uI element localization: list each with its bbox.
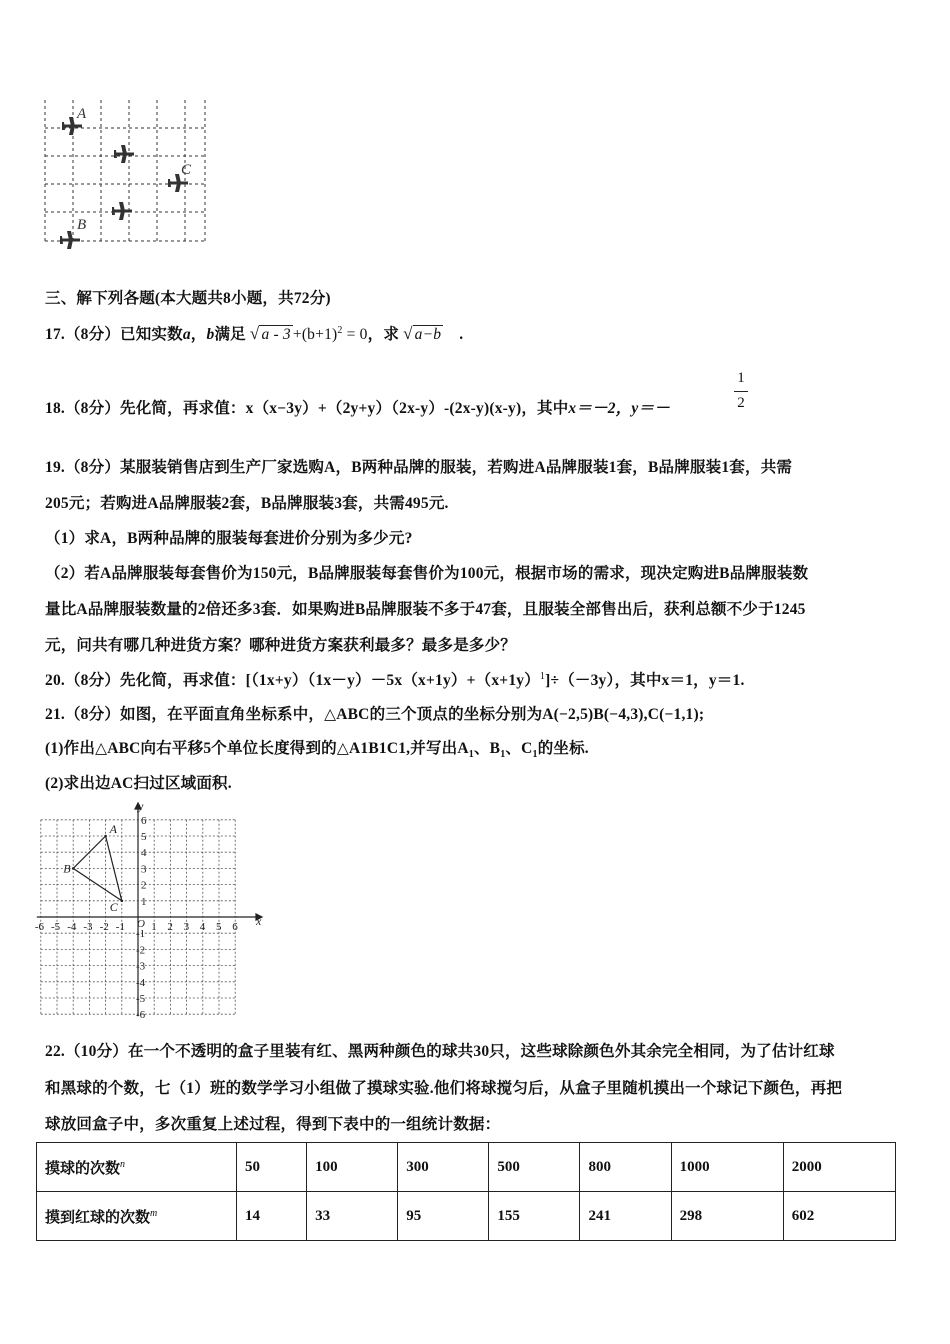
- x-axis-label: x: [256, 914, 262, 928]
- table-row-draws: [37, 1143, 896, 1192]
- table-cell: 95: [398, 1192, 489, 1241]
- q21-part1-a: (1)作出△ABC向右平移5个单位长度得到的△A1B1C1,并写出A: [45, 740, 469, 757]
- y-tick-label: -2: [136, 944, 146, 957]
- table-row-red: [37, 1192, 896, 1241]
- q17-comma: ，: [190, 326, 207, 343]
- q21-sub-a: 1: [468, 749, 474, 761]
- label-c: C: [181, 162, 192, 178]
- airplane-icon-b: [60, 231, 80, 249]
- x-tick-label: 2: [167, 921, 173, 933]
- table-cell: 155: [489, 1192, 580, 1241]
- q20-text: 20.（8分）先化简，再求值：[（1x+y）（1x－y）－5x（x+1y）+（x+1y）: [45, 672, 540, 689]
- q21-part1-end: 的坐标.: [537, 740, 589, 757]
- table-cell: 14: [237, 1192, 307, 1241]
- y-tick-label: 6: [141, 814, 147, 827]
- x-tick-label: -4: [67, 921, 77, 933]
- x-tick-label: -5: [51, 921, 61, 933]
- airplane-grid-figure: [40, 98, 212, 254]
- y-tick-label: 3: [141, 863, 147, 876]
- question-21-part-1: [45, 736, 589, 760]
- q18-frac-numerator: 1: [737, 370, 745, 386]
- q17-ask: ，求: [367, 326, 400, 343]
- question-17: 17.（8分）已知实数a，b满足 √ $a - 3 +(b+1)^2 = 0$，求 √ a−b .: [45, 324, 464, 343]
- y-tick-label: 4: [141, 847, 147, 860]
- table-cell: 300: [398, 1143, 489, 1192]
- q20-exponent: 1: [539, 670, 546, 682]
- x-tick-label: -2: [99, 921, 109, 933]
- y-axis-label: y: [138, 799, 144, 813]
- point-label-b: B: [63, 861, 71, 876]
- point-label-a: A: [109, 822, 117, 836]
- question-21-part-2: (2)求出边AC扫过区域面积.: [45, 775, 232, 792]
- question-19-line-2: 205元；若购进A品牌服装2套，B品牌服装3套，共需495元.: [45, 495, 449, 512]
- question-20: [45, 668, 745, 690]
- row-label-draws: 摸球的次数$^n$: [37, 1143, 237, 1192]
- q17-prefix: 17.（8分）已知实数: [45, 326, 183, 343]
- airplane-icon-1: [114, 145, 134, 163]
- table-cell: 602: [783, 1192, 895, 1241]
- section-title: 三、解下列各题(本大题共8小题，共72分): [45, 290, 331, 307]
- question-22-line-2: 和黑球的个数，七（1）班的数学学习小组做了摸球实验.他们将球搅匀后，从盒子里随机摸出一个球记下颜色，再把: [45, 1080, 843, 1097]
- point-a: [104, 835, 107, 838]
- x-tick-label: 5: [216, 921, 222, 933]
- table-cell: 1000: [671, 1143, 783, 1192]
- y-tick-label: 1: [141, 895, 147, 908]
- y-tick-label: 5: [141, 831, 147, 843]
- q18-text: 18.（8分）先化简，再求值：x（x−3y）+（2y+y）（2x-y）-(2x-y)(x-y)，其中: [45, 400, 569, 417]
- q20-text-2: ]÷（－3y），其中x＝1，y＝1.: [545, 672, 745, 689]
- row-label-red: 摸到红球的次数$^m$: [37, 1192, 237, 1241]
- question-19-part-2-line-1: （2）若A品牌服装每套售价为150元，B品牌服装每套售价为100元，根据市场的需求，现决定购进B品牌服装数: [45, 565, 809, 582]
- y-tick-label: -1: [136, 928, 146, 941]
- q21-part1-c: 、C: [505, 740, 533, 757]
- q18-fraction-bar: [734, 391, 748, 392]
- point-label-c: C: [109, 899, 118, 914]
- y-tick-label: -5: [136, 993, 146, 1005]
- point-b: [72, 867, 75, 870]
- question-19-part-1: （1）求A，B两种品牌的服装每套进价分别为多少元?: [45, 530, 413, 547]
- question-19-part-2-line-2: 量比A品牌服装数量的2倍还多3套．如果购进B品牌服装不多于47套，且服装全部售出后，获利总额不少于1245: [45, 601, 806, 618]
- table-cell: 100: [307, 1143, 398, 1192]
- table-cell: 50: [237, 1143, 307, 1192]
- x-tick-label: 4: [199, 921, 206, 933]
- q17-end: .: [459, 326, 464, 343]
- table-cell: 500: [489, 1143, 580, 1192]
- question-19-part-2-line-3: 元，问共有哪几种进货方案？哪种进货方案获利最多？最多是多少？: [45, 637, 517, 654]
- question-22-line-3: 球放回盒子中，多次重复上述过程，得到下表中的一组统计数据：: [45, 1116, 501, 1133]
- table-cell: 2000: [783, 1143, 895, 1192]
- q17-mid: 满足: [214, 326, 246, 343]
- x-tick-label: 1: [151, 921, 157, 933]
- x-tick-label: -6: [34, 921, 44, 933]
- q17-expr: +(b+1): [292, 326, 338, 343]
- q17-radicand-2: a−b: [414, 326, 442, 343]
- q21-part1-b: 、B: [473, 740, 501, 757]
- q17-eq: = 0: [342, 326, 368, 343]
- table-cell: 298: [671, 1192, 783, 1241]
- x-tick-label: -3: [83, 921, 93, 933]
- table-cell: 800: [580, 1143, 671, 1192]
- label-a: A: [77, 106, 87, 122]
- origin-label: O: [137, 918, 145, 930]
- x-tick-label: 6: [232, 921, 238, 933]
- question-19-line-1: 19.（8分）某服装销售店到生产厂家选购A，B两种品牌的服装，若购进A品牌服装1套，B品牌服装1套，共需: [45, 459, 793, 476]
- q18-frac-denominator: 2: [737, 395, 745, 411]
- table-cell: 241: [580, 1192, 671, 1241]
- q18-condition: x＝－2，y＝－: [568, 400, 670, 417]
- question-22-line-1: 22.（10分）在一个不透明的盒子里装有红、黑两种颜色的球共30只，这些球除颜色外其余完全相同，为了估计红球: [45, 1043, 835, 1060]
- x-tick-label: -1: [115, 921, 125, 933]
- q17-var-a: a: [182, 326, 191, 343]
- y-tick-label: -4: [136, 976, 146, 989]
- q17-square: 2: [337, 324, 343, 336]
- q21-sub-b: 1: [500, 749, 506, 761]
- label-b: B: [77, 217, 87, 233]
- coordinate-grid-chart: [34, 799, 270, 1026]
- y-tick-label: -3: [136, 960, 146, 973]
- y-tick-label: 2: [141, 879, 147, 892]
- y-tick-label: -6: [136, 1009, 146, 1022]
- point-c: [121, 900, 124, 903]
- q17-var-b: b: [206, 326, 215, 343]
- question-18: [45, 396, 670, 418]
- q17-radicand-1: a - 3: [261, 326, 291, 343]
- question-21: 21.（8分）如图，在平面直角坐标系中，△ABC的三个顶点的坐标分别为A(−2,5)B(−4,3),C(−1,1);: [45, 706, 705, 723]
- x-tick-label: 3: [183, 921, 190, 933]
- table-cell: 33: [307, 1192, 398, 1241]
- statistics-table: [36, 1142, 896, 1241]
- q21-sub-c: 1: [532, 749, 538, 761]
